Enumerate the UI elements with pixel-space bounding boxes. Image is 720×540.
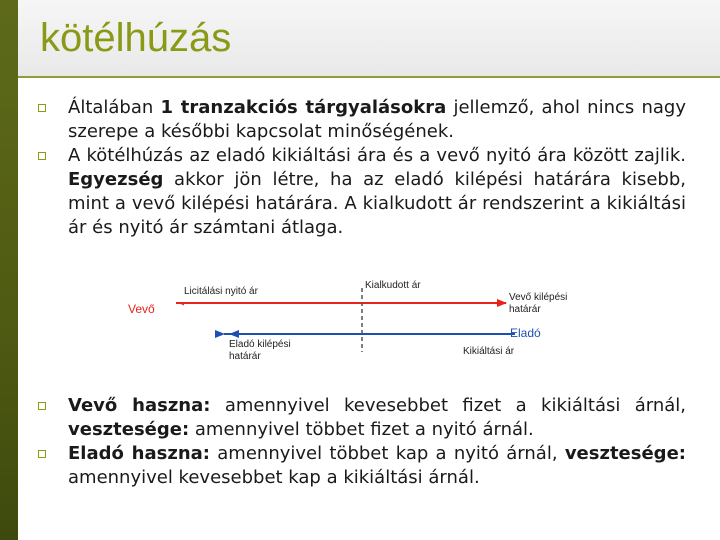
buyer-opening-label: Licitálási nyitó ár: [184, 286, 258, 297]
bullet-text: akkor jön létre, ha az eladó kilépési határára kisebb, mint a vevő kilépési határára. A kialkudott ár rendszerint a kikiáltási ár és nyitó ár számtani átlaga.: [68, 169, 686, 238]
bullet-text: amennyivel kevesebbet kap a kikiáltási árnál.: [68, 467, 480, 488]
bullet-text: A kötélhúzás az eladó kikiáltási ára és a vevő nyitó ára között zajlik.: [68, 145, 686, 166]
buyer-exit-label-1: Vevő kilépési: [509, 292, 568, 303]
hollow-square-bullet-icon: [38, 402, 46, 410]
bullet-emphasis: Egyezség: [68, 169, 164, 190]
buyer-label: Vevő: [128, 302, 155, 316]
seller-exit-label-1: Eladó kilépési: [229, 339, 291, 350]
slide-title: kötélhúzás: [40, 16, 232, 60]
bullet-text: amennyivel többet fizet a nyitó árnál.: [189, 419, 534, 440]
agreed-price-label: Kialkudott ár: [365, 280, 421, 291]
buyer-exit-label-2: határár: [509, 304, 541, 315]
bullet-emphasis: Eladó haszna:: [68, 443, 210, 464]
bullet-item: [36, 394, 686, 442]
seller-exit-label-2: határár: [229, 351, 261, 362]
asking-price-label: Kikiáltási ár: [463, 346, 515, 357]
bullet-text: Általában: [68, 97, 161, 118]
bullet-text: amennyivel kevesebbet fizet a kikiáltási árnál,: [210, 395, 686, 416]
bullet-emphasis: vesztesége:: [564, 443, 686, 464]
hollow-square-bullet-icon: [38, 450, 46, 458]
bullet-emphasis: Vevő haszna:: [68, 395, 211, 416]
bullet-text: jellemző, ahol nincs nagy szerepe a későbbi kapcsolat minőségének.: [68, 97, 686, 142]
bullet-item: [36, 442, 686, 490]
bullet-emphasis: 1 tranzakciós tárgyalásokra: [160, 97, 447, 118]
bullet-text: amennyivel többet kap a nyitó árnál,: [210, 443, 565, 464]
seller-label: Eladó: [510, 326, 541, 340]
bullet-list-bottom: [36, 394, 686, 490]
bullet-emphasis: vesztesége:: [68, 419, 190, 440]
